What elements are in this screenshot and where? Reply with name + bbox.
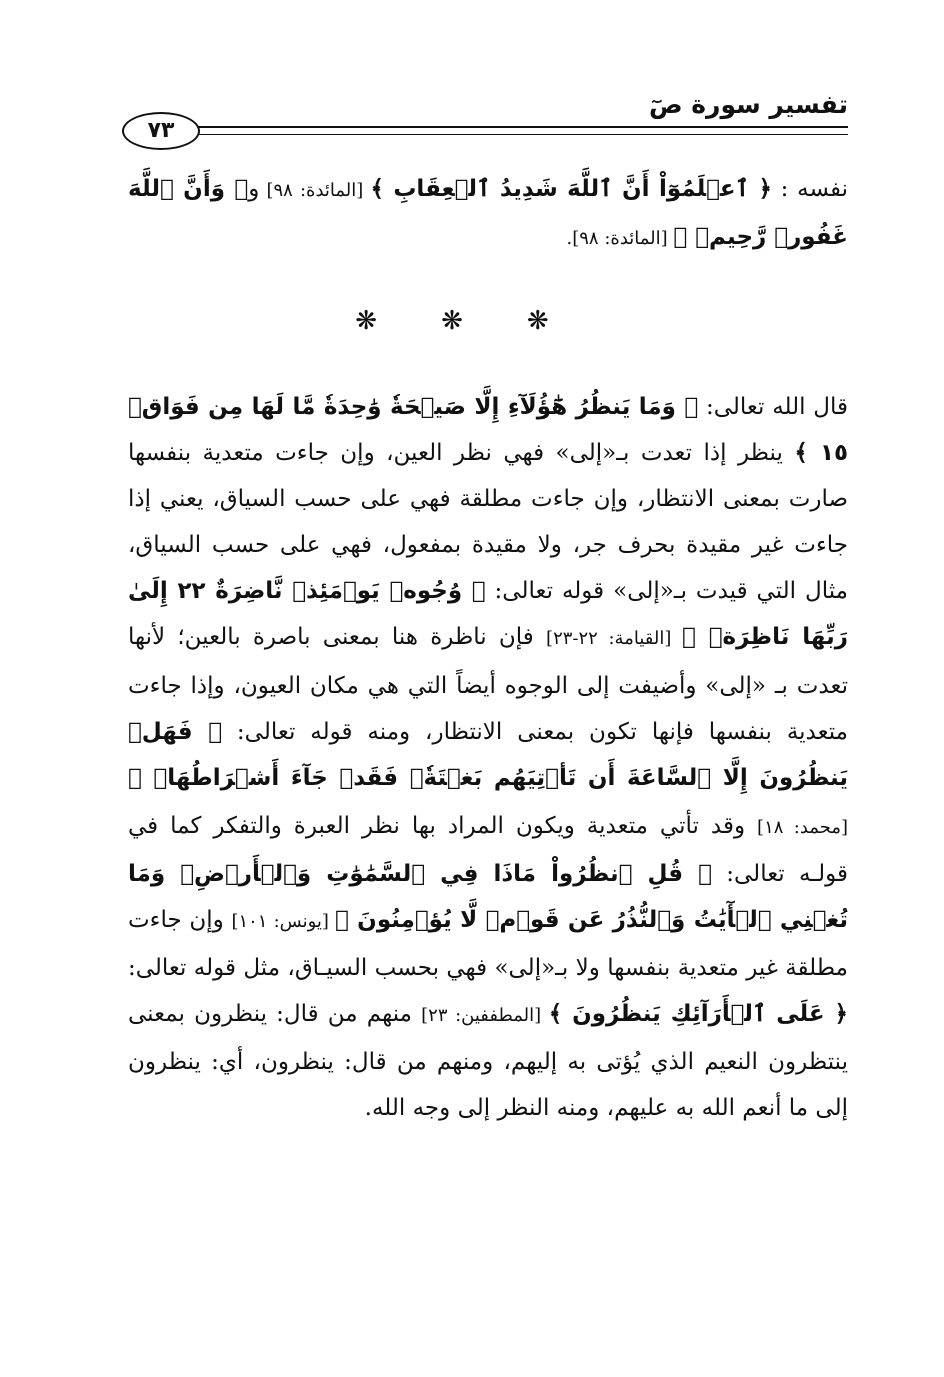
header-rule: [180, 126, 848, 135]
asterism-icon: ❋: [441, 306, 503, 336]
quran-verse: ﴿ قُلِ ٱنظُرُواْ مَاذَا فِي ٱلسَّمَٰوَٰتِ وَٱلۡأَرۡضِۚ وَمَا تُغۡنِي ٱلۡأٓيَٰتُ وَٱلنُّذُرُ عَن قَوۡمٖ لَّا يُؤۡمِنُونَ ﴾: [128, 860, 849, 934]
verse-reference: [محمد: ١٨]: [757, 816, 848, 838]
verse-reference: [القيامة: ٢٢-٢٣]: [546, 628, 683, 650]
paragraph-text: ينظر إذا تعدت بـ«إلى» فهي نظر العين، وإن جاءت متعدية بنفسها صارت بمعنى الانتظار، وإن جاءت مطلقة فهي على حسب السياق، يعني إذا جاءت غير مقيدة بحرف جر، ولا مقيدة بمفعول، فهي على حسب السياق، مثال التي قيدت بـ«إلى» قوله تعالى:: [128, 440, 849, 605]
verse-reference: [المائدة: ٩٨].: [566, 228, 674, 250]
paragraph-text: نفسه :: [771, 176, 849, 202]
top-paragraph: [128, 166, 848, 262]
quran-verse: ﴿ وَمَا يَنظُرُ هَٰٓؤُلَآءِ إِلَّا صَيۡحَةٗ وَٰحِدَةٗ مَّا لَهَا مِن فَوَاقٖ ١٥ ﴾: [128, 394, 849, 467]
quran-verse: ﴿ وَأَنَّ ٱللَّهَ غَفُورٞ رَّحِيمٞ ﴾: [128, 176, 848, 251]
quran-verse: ﴿ فَهَلۡ يَنظُرُونَ إِلَّا ٱلسَّاعَةَ أَن تَأۡتِيَهُم بَغۡتَةٗۖ فَقَدۡ جَآءَ أَشۡرَاطُهَاۚ ﴾: [128, 718, 848, 791]
running-title: تفسير سورة صٓ: [648, 90, 848, 119]
paragraph-text: وإن جاءت مطلقة غير متعدية بنفسها ولا بـ«إلى» فهي بحسب السيـاق، مثل قوله تعالى:: [128, 907, 848, 982]
asterism-icon: ❋: [526, 306, 589, 336]
verse-reference: [يونس: ١٠١]: [231, 911, 336, 933]
paragraph-text: فإن ناظرة هنا بمعنى باصرة بالعين؛ لأنها تعدت بـ «إلى» وأضيفت إلى الوجوه أيضاً التي هي مكان العيون، وإذا جاءت متعدية بنفسها فإنها تكون بمعنى الانتظار، ومنه قوله تعالى:: [128, 624, 848, 745]
main-paragraph: [128, 384, 848, 1132]
page-header: [118, 82, 848, 152]
paragraph-text: و: [248, 176, 260, 202]
quran-verse: ﴿ ٱعۡلَمُوٓاْ أَنَّ ٱللَّهَ شَدِيدُ ٱلۡعِقَابِ ﴾: [370, 176, 772, 202]
verse-reference: [المطففين: ٢٣]: [421, 1005, 549, 1027]
page-number-badge: ٧٣: [122, 112, 200, 150]
paragraph-text: وقد تأتي متعدية ويكون المراد بها نظر العبرة والتفكر كما في قولـه تعالى:: [128, 812, 849, 887]
verse-reference: [المائدة: ٩٨]: [259, 180, 371, 201]
paragraph-text: قال الله تعالى:: [698, 394, 849, 420]
quran-verse: ﴿ عَلَى ٱلۡأَرَآئِكِ يَنظُرُونَ ﴾: [548, 1001, 848, 1028]
paragraph-text: منهم من قال: ينظرون بمعنى ينتظرون النعيم الذي يُؤتى به إليهم، ومنهم من قال: ينظرون، أي: ينظرون إلى ما أنعم الله به عليهم، ومنه النظر إلى وجه الله.: [128, 1001, 848, 1122]
quran-verse: ﴿ وُجُوهٞ يَوۡمَئِذٖ نَّاضِرَةٌ ٢٢ إِلَىٰ رَبِّهَا نَاظِرَةٞ ﴾: [128, 578, 848, 651]
section-separator: [0, 306, 944, 336]
asterism-icon: ❋: [355, 306, 418, 336]
